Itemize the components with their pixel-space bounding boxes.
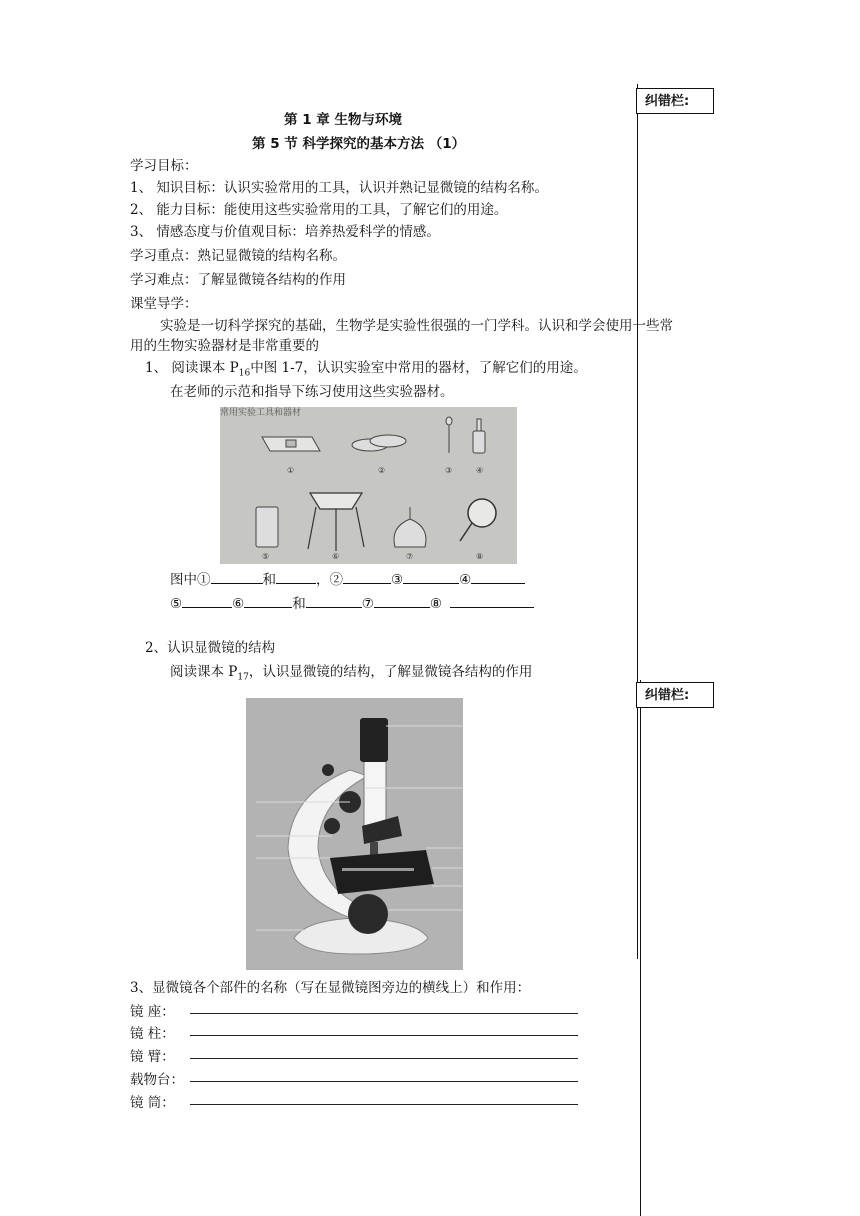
task2-heading: 2、认识显微镜的结构 bbox=[145, 640, 276, 656]
figure-caption-partial: 常用实验工具和器材 bbox=[220, 408, 302, 418]
blank-3[interactable] bbox=[403, 569, 459, 584]
microscope-eyepiece bbox=[360, 718, 388, 762]
equipment-label-7: ⑦ bbox=[406, 552, 414, 561]
fill-row1-text5: ④ bbox=[459, 572, 472, 588]
fill-row2-text1: ⑤ bbox=[170, 596, 183, 612]
microscope-illustration bbox=[246, 698, 463, 970]
task2-line bbox=[170, 660, 532, 683]
fine-focus-knob bbox=[348, 894, 388, 934]
correction-box-1: 纠错栏: bbox=[636, 88, 714, 114]
equipment-label-4: ④ bbox=[476, 466, 484, 475]
difficult-point: 学习难点：了解显微镜各结构的作用 bbox=[130, 272, 346, 288]
part-answer-line-base[interactable] bbox=[190, 1013, 578, 1014]
objectives-heading: 学习目标： bbox=[130, 158, 198, 174]
task2-suffix: ，认识显微镜的结构，了解显微镜各结构的作用 bbox=[248, 664, 533, 680]
blank-1b[interactable] bbox=[276, 569, 316, 584]
section-title: 第 5 节 科学探究的基本方法 （1） bbox=[252, 136, 466, 152]
fill-row1-text4: ③ bbox=[391, 572, 404, 588]
fill-row2-text5: ⑧ bbox=[429, 596, 442, 612]
intro-line-2: 用的生物实验器材是非常重要的 bbox=[130, 338, 319, 354]
objective-2: 2、 能力目标：能使用这些实验常用的工具，了解它们的用途。 bbox=[130, 202, 508, 218]
task3-heading: 3、显微镜各个部件的名称（写在显微镜图旁边的横线上）和作用： bbox=[130, 980, 531, 996]
blank-6b[interactable] bbox=[306, 593, 362, 608]
intro-line-1: 实验是一切科学探究的基础，生物学是实验性很强的一门学科。认识和学会使用一些常 bbox=[160, 318, 673, 334]
fill-row2-text2: ⑥ bbox=[232, 596, 245, 612]
microscope-figure bbox=[246, 698, 463, 970]
task2-prefix: 阅读课本 P bbox=[170, 664, 238, 680]
fill-row-1 bbox=[170, 568, 525, 588]
beaker-icon bbox=[256, 507, 278, 547]
correction-box-2: 纠错栏: bbox=[636, 682, 714, 708]
task1-page-sub: 16 bbox=[238, 368, 251, 379]
part-answer-line-stage[interactable] bbox=[190, 1081, 578, 1082]
fill-row1-text3: ，② bbox=[316, 572, 343, 588]
blank-7[interactable] bbox=[374, 593, 430, 608]
correction-column-line-bottom bbox=[640, 680, 641, 1216]
blank-6[interactable] bbox=[244, 593, 292, 608]
task1-line1 bbox=[145, 356, 587, 379]
fill-row1-text1: 图中① bbox=[170, 572, 211, 588]
equipment-figure bbox=[220, 407, 517, 564]
objective-1: 1、 知识目标：认识实验常用的工具，认识并熟记显微镜的结构名称。 bbox=[130, 180, 548, 196]
equipment-label-5: ⑤ bbox=[262, 552, 270, 561]
part-label-arm: 镜 臂： bbox=[130, 1049, 175, 1065]
part-answer-line-arm[interactable] bbox=[190, 1058, 578, 1059]
microscope-tube bbox=[364, 758, 386, 828]
fill-row-2 bbox=[170, 592, 534, 612]
blank-1[interactable] bbox=[211, 569, 263, 584]
equipment-label-1: ① bbox=[287, 466, 295, 475]
blank-8[interactable] bbox=[450, 593, 534, 608]
part-label-base: 镜 座： bbox=[130, 1004, 175, 1020]
slide-icon bbox=[262, 437, 320, 451]
guide-heading: 课堂导学： bbox=[130, 296, 198, 312]
task1-suffix: 中图 1-7，认识实验室中常用的器材，了解它们的用途。 bbox=[250, 360, 587, 376]
part-answer-line-tube[interactable] bbox=[190, 1104, 578, 1105]
key-point: 学习重点：熟记显微镜的结构名称。 bbox=[130, 248, 346, 264]
task1-prefix: 1、 阅读课本 P bbox=[145, 360, 239, 376]
blank-4[interactable] bbox=[471, 569, 525, 584]
fill-row1-text2: 和 bbox=[262, 572, 276, 588]
blank-5[interactable] bbox=[182, 593, 232, 608]
part-label-pillar: 镜 柱： bbox=[130, 1026, 175, 1042]
part-label-stage: 载物台： bbox=[130, 1072, 184, 1088]
blank-2[interactable] bbox=[343, 569, 391, 584]
part-answer-line-pillar[interactable] bbox=[190, 1035, 578, 1036]
equipment-label-6: ⑥ bbox=[332, 552, 340, 561]
task1-line2: 在老师的示范和指导下练习使用这些实验器材。 bbox=[170, 384, 454, 400]
equipment-illustration bbox=[220, 407, 517, 564]
chapter-title: 第 1 章 生物与环境 bbox=[284, 112, 402, 128]
equipment-label-2: ② bbox=[378, 466, 386, 475]
fill-row2-text3: 和 bbox=[292, 596, 306, 612]
equipment-label-3: ③ bbox=[445, 466, 453, 475]
objective-3: 3、 情感态度与价值观目标：培养热爱科学的情感。 bbox=[130, 224, 440, 240]
correction-column-line-top bbox=[637, 84, 638, 959]
part-label-tube: 镜 筒： bbox=[130, 1095, 175, 1111]
equipment-label-8: ⑧ bbox=[476, 552, 484, 561]
task2-page-sub: 17 bbox=[237, 672, 249, 683]
fill-row2-text4: ⑦ bbox=[361, 596, 374, 612]
